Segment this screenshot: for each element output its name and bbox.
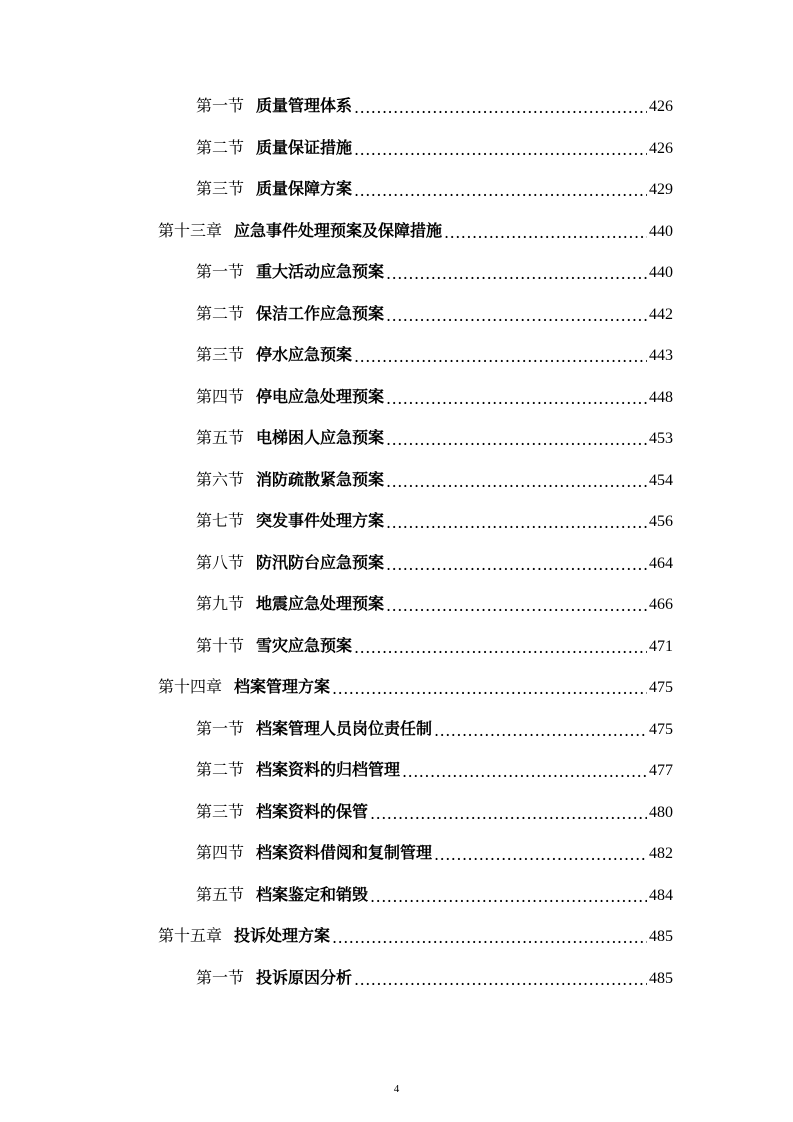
toc-page-number: 426: [649, 139, 673, 157]
toc-entry[interactable]: [196, 835, 673, 863]
toc-entry[interactable]: [196, 254, 673, 282]
toc-section-number: 第二节: [196, 137, 245, 157]
toc-entry[interactable]: [196, 794, 673, 822]
toc-page-number: 442: [649, 305, 673, 323]
dot-leader: [354, 972, 647, 988]
dot-leader: [354, 640, 647, 656]
page-number: 4: [393, 1083, 400, 1095]
toc-section-number: 第七节: [196, 511, 245, 530]
toc-page-number: 466: [649, 596, 673, 613]
toc-section-number: 第三节: [196, 179, 245, 198]
toc-section-number: 第三节: [196, 801, 245, 821]
toc-page-number: 429: [649, 181, 673, 198]
toc-chapter-entry[interactable]: [158, 918, 673, 946]
toc-title: 投诉原因分析: [256, 967, 353, 987]
dot-leader: [386, 474, 647, 490]
toc-entry[interactable]: [196, 171, 673, 199]
toc-title: 质量保证措施: [256, 137, 353, 157]
toc-chapter-entry[interactable]: [158, 669, 673, 697]
toc-title: 质量管理体系: [256, 96, 353, 115]
toc-entry[interactable]: [196, 296, 673, 324]
toc-title: 停水应急预案: [256, 345, 353, 364]
toc-page-number: 448: [649, 388, 673, 406]
toc-page-number: 482: [649, 845, 673, 862]
toc-title: 应急事件处理预案及保障措施: [234, 220, 443, 240]
toc-title: 投诉处理方案: [234, 926, 331, 945]
toc-title: 停电应急处理预案: [256, 386, 385, 406]
toc-section-number: 第二节: [196, 303, 245, 323]
toc-page-number: 454: [649, 471, 673, 489]
toc-page-number: 443: [649, 347, 673, 364]
toc-page-number: 426: [649, 98, 673, 115]
toc-title: 质量保障方案: [256, 179, 353, 198]
dot-leader: [370, 889, 647, 905]
toc-title: 档案管理方案: [234, 677, 331, 696]
toc-section-number: 第五节: [196, 884, 245, 904]
toc-section-number: 第九节: [196, 594, 245, 613]
dot-leader: [354, 183, 647, 199]
toc-title: 档案管理人员岗位责任制: [256, 718, 433, 738]
toc-entry[interactable]: [196, 545, 673, 573]
toc-entry[interactable]: [196, 379, 673, 407]
dot-leader: [354, 100, 647, 116]
toc-title: 重大活动应急预案: [256, 262, 385, 281]
toc-entry[interactable]: [196, 960, 673, 988]
toc-section-number: 第二节: [196, 760, 245, 779]
toc-entry[interactable]: [196, 586, 673, 614]
toc-section-number: 第四节: [196, 386, 245, 406]
toc-page-number: 480: [649, 803, 673, 821]
toc-title: 雪灾应急预案: [256, 635, 353, 655]
dot-leader: [332, 930, 647, 946]
toc-section-number: 第一节: [196, 96, 245, 115]
toc-section-number: 第五节: [196, 428, 245, 447]
toc-page-number: 471: [649, 637, 673, 655]
toc-section-number: 第六节: [196, 469, 245, 489]
dot-leader: [386, 432, 647, 448]
toc-section-number: 第八节: [196, 552, 245, 572]
toc-title: 消防疏散紧急预案: [256, 469, 385, 489]
toc-entry[interactable]: [196, 711, 673, 739]
toc-title: 电梯困人应急预案: [256, 428, 385, 447]
toc-section-number: 第三节: [196, 345, 245, 364]
toc-page-number: 484: [649, 886, 673, 904]
toc-page-number: 477: [649, 762, 673, 779]
dot-leader: [354, 142, 647, 158]
toc-title: 档案鉴定和销毁: [256, 884, 369, 904]
toc-title: 档案资料借阅和复制管理: [256, 843, 433, 862]
toc-section-number: 第四节: [196, 843, 245, 862]
toc-entry[interactable]: [196, 462, 673, 490]
toc-title: 地震应急处理预案: [256, 594, 385, 613]
dot-leader: [332, 681, 647, 697]
toc-chapter-number: 第十三章: [158, 220, 223, 240]
toc-page-number: 485: [649, 928, 673, 945]
toc-entry[interactable]: [196, 88, 673, 116]
toc-entry[interactable]: [196, 628, 673, 656]
dot-leader: [354, 349, 647, 365]
dot-leader: [386, 266, 647, 282]
toc-page-number: 475: [649, 720, 673, 738]
dot-leader: [444, 225, 647, 241]
toc-page-number: 464: [649, 554, 673, 572]
toc-entry[interactable]: [196, 877, 673, 905]
dot-leader: [386, 557, 647, 573]
toc-section-number: 第一节: [196, 718, 245, 738]
toc-title: 突发事件处理方案: [256, 511, 385, 530]
toc-entry[interactable]: [196, 337, 673, 365]
dot-leader: [402, 764, 647, 780]
toc-page-number: 456: [649, 513, 673, 530]
toc-title: 档案资料的保管: [256, 801, 369, 821]
toc-entry[interactable]: [196, 420, 673, 448]
toc-title: 保洁工作应急预案: [256, 303, 385, 323]
toc-page-number: 440: [649, 222, 673, 240]
toc-chapter-number: 第十四章: [158, 677, 223, 696]
dot-leader: [386, 515, 647, 531]
dot-leader: [386, 598, 647, 614]
toc-entry[interactable]: [196, 503, 673, 531]
toc-chapter-number: 第十五章: [158, 926, 223, 945]
toc-page-number: 475: [649, 679, 673, 696]
toc-section-number: 第一节: [196, 262, 245, 281]
toc-title: 档案资料的归档管理: [256, 760, 401, 779]
toc-page-number: 440: [649, 264, 673, 281]
dot-leader: [434, 847, 647, 863]
dot-leader: [386, 308, 647, 324]
toc-entry[interactable]: [196, 752, 673, 780]
toc-title: 防汛防台应急预案: [256, 552, 385, 572]
toc-page-number: 485: [649, 969, 673, 987]
toc-entry[interactable]: [196, 130, 673, 158]
toc-section-number: 第十节: [196, 635, 245, 655]
dot-leader: [370, 806, 647, 822]
toc-page-number: 453: [649, 430, 673, 447]
toc-chapter-entry[interactable]: [158, 213, 673, 241]
dot-leader: [386, 391, 647, 407]
toc-section-number: 第一节: [196, 967, 245, 987]
dot-leader: [434, 723, 647, 739]
